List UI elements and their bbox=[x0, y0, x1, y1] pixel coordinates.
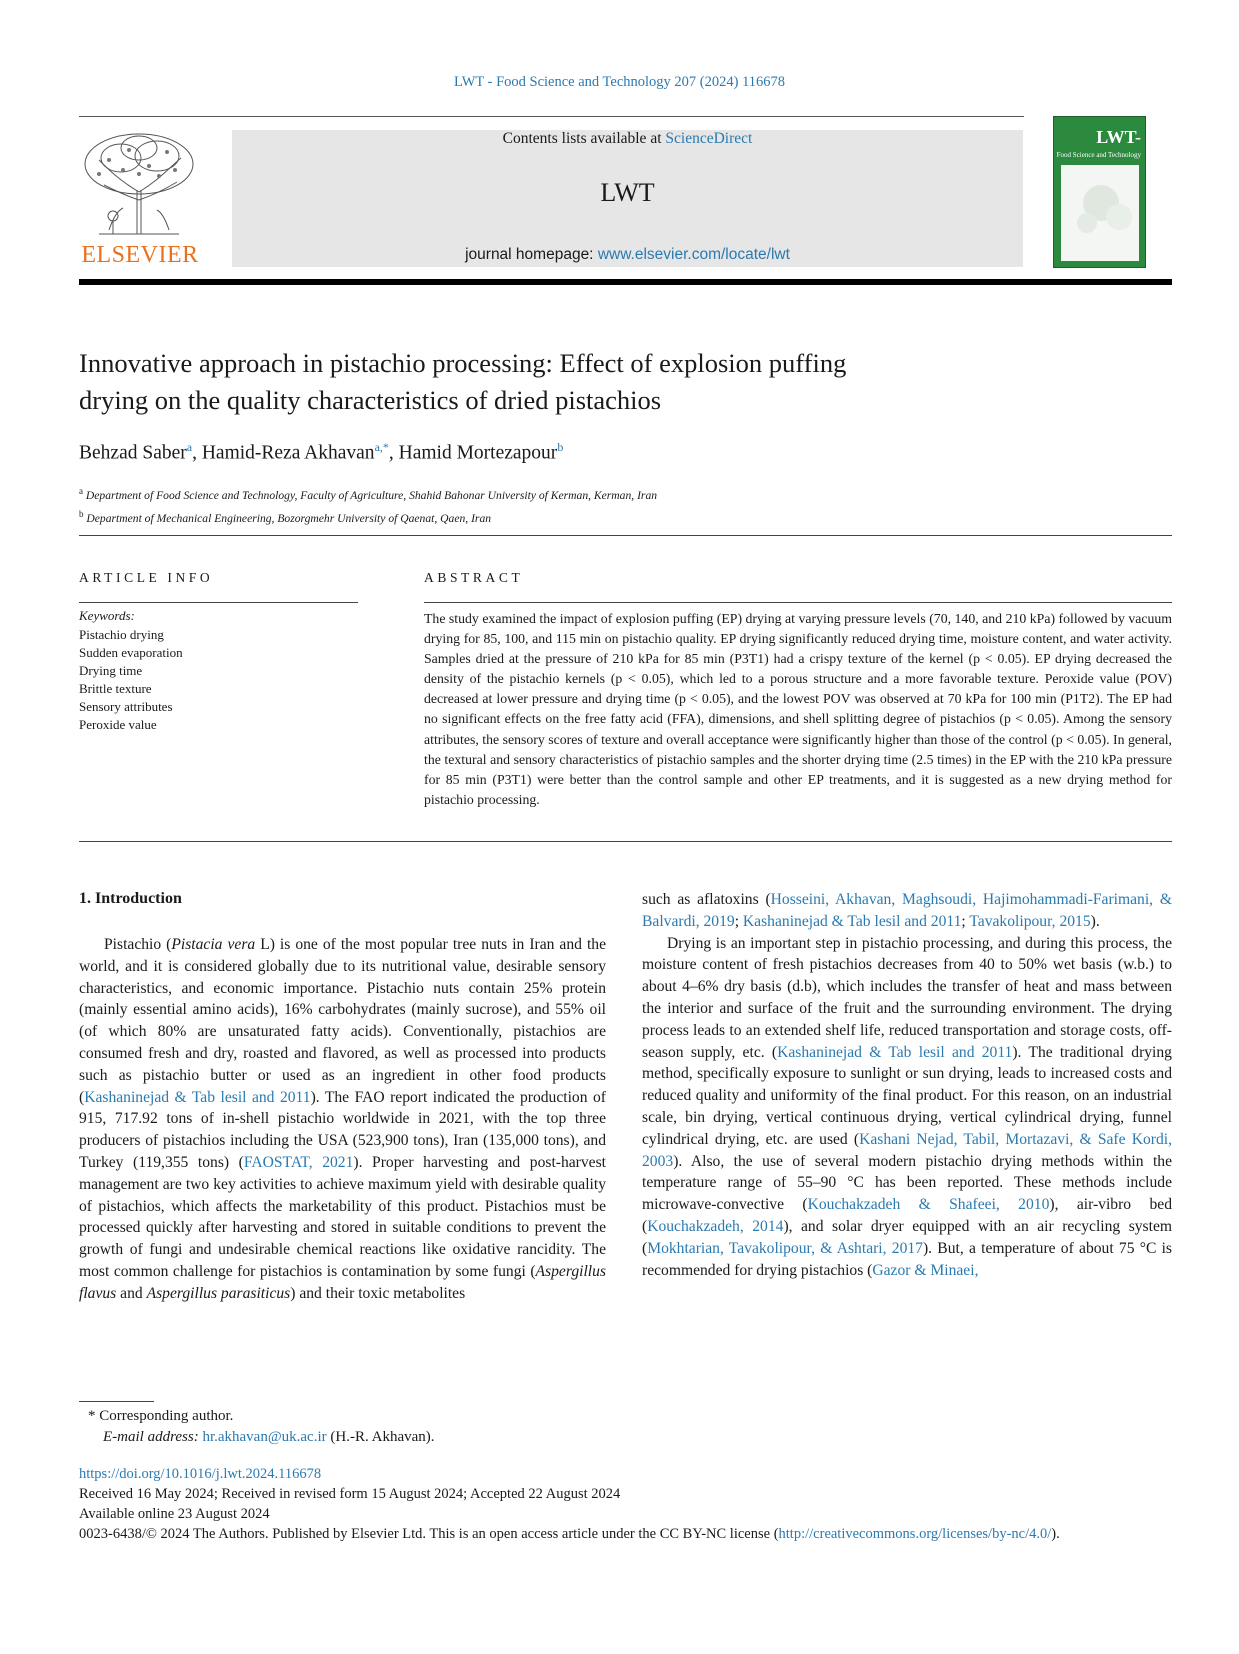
affiliation-text: Department of Mechanical Engineering, Bozorgmehr University of Qaenat, Qaen, Iran bbox=[86, 511, 492, 525]
elsevier-wordmark: ELSEVIER bbox=[81, 242, 199, 268]
license-text: 0023-6438/© 2024 The Authors. Published by Elsevier Ltd. This is an open access article under the CC BY-NC license ( bbox=[79, 1526, 779, 1542]
section-heading-introduction: 1. Introduction bbox=[79, 890, 182, 907]
email-link[interactable]: hr.akhavan@uk.ac.ir bbox=[202, 1429, 327, 1445]
body-text: ). Also, the use of several modern pistachio drying methods within the temperature range of 55–90 °C has been reported. These methods include microwave-convective ( bbox=[642, 1152, 1172, 1214]
body-text: ), air-vibro bed ( bbox=[642, 1196, 1172, 1235]
author-affil-marker[interactable]: a bbox=[186, 440, 193, 454]
available-online: Available online 23 August 2024 bbox=[79, 1506, 270, 1522]
contents-line bbox=[232, 130, 1023, 148]
body-text: ). Proper harvesting and post-harvest management are two key activities to achieve maximum yield with desirable quality of pistachios, which affects the marketability of this product. Pistachios must be processed quickly after harvesting and stored in suitable conditions to prevent the growth of fungi and undesirable chemical reactions like oxidative rancidity. The most common challenge for pistachios is contamination by some fungi ( bbox=[79, 1153, 606, 1280]
keyword-item: Drying time bbox=[79, 663, 143, 678]
divider bbox=[79, 535, 1172, 536]
body-text: Pistachio ( bbox=[104, 936, 172, 953]
keywords-label: Keywords: bbox=[79, 608, 135, 623]
cover-pattern-icon bbox=[1061, 165, 1139, 261]
body-text: Drying is an important step in pistachio processing, and during this process, the moisture content of fresh pistachios decreases from 40 to 50% wet basis (w.b.) to about 4–6% dry basis (d.b), which includes the transfer of heat and mass between the interior and surface of the fruit and the surrounding environment. The drying process leads to an extended shelf life, reduced transportation and storage costs, off-season supply, etc. ( bbox=[642, 934, 1172, 1061]
body-text: L) is one of the most popular tree nuts in Iran and the world, and it is considered globally due to its nutritional value, desirable sensory characteristics, and economic importance. Pistachio nuts contain 25% protein (mainly essential amino acids), 16% carbohydrates (mainly sucrose), and 55% oil (of which 80% are unsaturated fatty acids). Conventionally, pistachios are consumed fresh and dry, roasted and flavored, as well as processed into products such as pistachio butter or used as an ingredient in other food products ( bbox=[79, 936, 606, 1106]
intro-paragraph-1-cont bbox=[642, 889, 1172, 933]
journal-banner bbox=[232, 130, 1023, 267]
species-name: Pistacia vera bbox=[171, 936, 256, 953]
email-label: E-mail address: bbox=[103, 1429, 199, 1445]
divider bbox=[79, 116, 1024, 117]
affiliation-marker: a bbox=[79, 486, 83, 496]
body-column-right bbox=[642, 889, 1172, 1281]
license-suffix: ). bbox=[1051, 1526, 1060, 1542]
cover-subtitle: Food Science and Technology bbox=[1056, 151, 1141, 159]
elsevier-tree-icon bbox=[79, 130, 201, 238]
divider bbox=[79, 841, 1172, 842]
journal-title: LWT bbox=[600, 178, 655, 207]
intro-paragraph-2 bbox=[642, 933, 1172, 1282]
footnote bbox=[88, 1406, 435, 1448]
body-column-left bbox=[79, 934, 606, 1305]
citation-link[interactable]: Hosseini, Akhavan, Maghsoudi, Hajimohammadi-Farimani, & Balvardi, 2019 bbox=[642, 891, 1173, 930]
body-text: ; bbox=[961, 912, 970, 930]
species-name: Aspergillus flavus bbox=[79, 1262, 606, 1302]
body-text: ; bbox=[734, 912, 743, 930]
citation-link[interactable]: Tavakolipour, 2015 bbox=[969, 912, 1091, 930]
title-line-1: Innovative approach in pistachio processing: Effect of explosion puffing bbox=[79, 348, 847, 378]
footnote-star: * bbox=[88, 1408, 96, 1424]
homepage-prefix: journal homepage: bbox=[465, 246, 594, 263]
body-text: ). bbox=[1090, 912, 1100, 930]
species-name: Aspergillus parasiticus bbox=[146, 1284, 291, 1302]
doi-link[interactable]: https://doi.org/10.1016/j.lwt.2024.116678 bbox=[79, 1466, 322, 1482]
license-link[interactable]: http://creativecommons.org/licenses/by-nc/4.0/ bbox=[778, 1526, 1052, 1542]
body-text: ). But, a temperature of about 75 °C is recommended for drying pistachios ( bbox=[642, 1239, 1172, 1279]
elsevier-logo bbox=[79, 130, 201, 270]
received-dates: Received 16 May 2024; Received in revised form 15 August 2024; Accepted 22 August 2024 bbox=[79, 1486, 621, 1502]
body-text: ), and solar dryer equipped with an air recycling system ( bbox=[642, 1217, 1173, 1257]
keyword-item: Sensory attributes bbox=[79, 699, 173, 714]
affiliation-marker: b bbox=[79, 508, 84, 519]
body-text: ). The FAO report indicated the production of 915, 717.92 tons of in-shell pistachio worldwide in 2021, with the top three producers of pistachios including the USA (523,900 tons), Iran (135,000 tons), and Turkey (119,355 tons) ( bbox=[79, 1088, 606, 1171]
keyword-item: Peroxide value bbox=[79, 717, 157, 732]
keyword-list bbox=[79, 626, 183, 734]
cover-title: LWT- bbox=[1096, 127, 1141, 147]
journal-reference[interactable]: LWT - Food Science and Technology 207 (2024) 116678 bbox=[453, 74, 786, 90]
author-affil-marker[interactable]: a,* bbox=[374, 440, 389, 454]
author-affil-marker[interactable]: b bbox=[557, 440, 564, 454]
abstract-text: The study examined the impact of explosion puffing (EP) drying at varying pressure levels (70, 140, and 210 kPa) followed by vacuum drying for 85, 100, and 115 min on pistachio quality. EP drying significantly reduced drying time, moisture content, and water activity. Samples dried at the pressure of 210 kPa for 85 min (P3T1) had a crispy texture of the kernel (p < 0.05). EP drying decreased the density of the pistachio kernels (p < 0.05), which led to a porous structure and a more favorable texture. Peroxide value (POV) decreased at lower pressure and drying time (p < 0.05), and the lowest POV was observed at 70 kPa for 100 min (P1T2). The EP had no significant effects on the free fatty acid (FFA), dimensions, and shell splitting degree of pistachios (p < 0.05). Among the sensory attributes, the sensory scores of texture and overall acceptance were significantly higher than those of the control (p < 0.05). In general, the textural and sensory characteristics of pistachio samples and the shorter drying time (2.5 times) in the EP with the 210 kPa pressure for 85 min (P3T1) were better than the control sample and other EP treatments, and it is suggested as a new drying method for pistachio processing. bbox=[424, 611, 1172, 807]
author-list: Behzad Saber$^a$, Hamid-Reza Akhavan$^{a,*}$, Hamid Mortezapour$^b$ bbox=[79, 440, 564, 464]
body-text: ). The traditional drying method, specifically exposure to sunlight or sun drying, leads to increased costs and reduced quality and uniformity of the final product. For this reason, on an industrial scale, bin drying, vertical continuous drying, vertical cylindrical drying, funnel cylindrical drying, etc. are used ( bbox=[642, 1043, 1172, 1148]
body-text: such as aflatoxins ( bbox=[642, 891, 771, 908]
citation-link[interactable]: Gazor & Minaei, bbox=[872, 1261, 979, 1279]
title-line-2: drying on the quality characteristics of dried pistachios bbox=[79, 385, 662, 415]
contents-prefix: Contents lists available at bbox=[502, 130, 662, 147]
journal-cover-image bbox=[1053, 116, 1146, 268]
email-suffix: (H.-R. Akhavan). bbox=[326, 1429, 435, 1445]
intro-paragraph-1 bbox=[79, 934, 606, 1305]
keyword-item: Brittle texture bbox=[79, 681, 152, 696]
citation-link[interactable]: Kashaninejad & Tab lesil and 2011 bbox=[742, 912, 962, 930]
affiliation-item bbox=[79, 482, 657, 505]
affiliation-item bbox=[79, 505, 657, 528]
affiliation-text: Department of Food Science and Technology, Faculty of Agriculture, Shahid Bahonar University of Kerman, Kerman, Iran bbox=[85, 488, 658, 502]
publication-info bbox=[79, 1464, 1172, 1544]
body-text: ) and their toxic metabolites bbox=[290, 1284, 466, 1302]
footnote-rule bbox=[79, 1401, 154, 1402]
citation-link[interactable]: Kouchakzadeh & Shafeei, 2010 bbox=[807, 1196, 1050, 1214]
sciencedirect-link[interactable]: ScienceDirect bbox=[665, 130, 753, 147]
author-name[interactable]: Behzad Saber bbox=[79, 442, 187, 464]
keyword-item: Sudden evaporation bbox=[79, 645, 183, 660]
author-name[interactable]: Hamid-Reza Akhavan bbox=[201, 442, 375, 464]
article-title bbox=[79, 345, 1039, 419]
body-text: and bbox=[116, 1284, 147, 1302]
citation-link[interactable]: Kashaninejad & Tab lesil and 2011 bbox=[84, 1088, 311, 1106]
homepage-line bbox=[232, 246, 1023, 264]
header-rule bbox=[79, 279, 1172, 285]
author-name[interactable]: Hamid Mortezapour bbox=[398, 442, 558, 464]
divider bbox=[79, 602, 358, 603]
cover-panel bbox=[1061, 165, 1139, 261]
affiliations bbox=[79, 482, 657, 528]
citation-link[interactable]: Mokhtarian, Tavakolipour, & Ashtari, 2017 bbox=[647, 1239, 923, 1257]
citation-link[interactable]: Kashani Nejad, Tabil, Mortazavi, & Safe Kordi, 2003 bbox=[642, 1130, 1172, 1170]
corresponding-author-label: Corresponding author. bbox=[99, 1408, 234, 1424]
keyword-item: Pistachio drying bbox=[79, 627, 164, 642]
divider bbox=[424, 602, 1172, 603]
citation-link[interactable]: Kouchakzadeh, 2014 bbox=[647, 1217, 784, 1235]
homepage-link[interactable]: www.elsevier.com/locate/lwt bbox=[597, 246, 790, 263]
citation-link[interactable]: FAOSTAT, 2021 bbox=[243, 1153, 354, 1171]
abstract-heading: ABSTRACT bbox=[424, 570, 524, 585]
article-info-heading: ARTICLE INFO bbox=[79, 570, 214, 585]
citation-link[interactable]: Kashaninejad & Tab lesil and 2011 bbox=[777, 1043, 1013, 1061]
